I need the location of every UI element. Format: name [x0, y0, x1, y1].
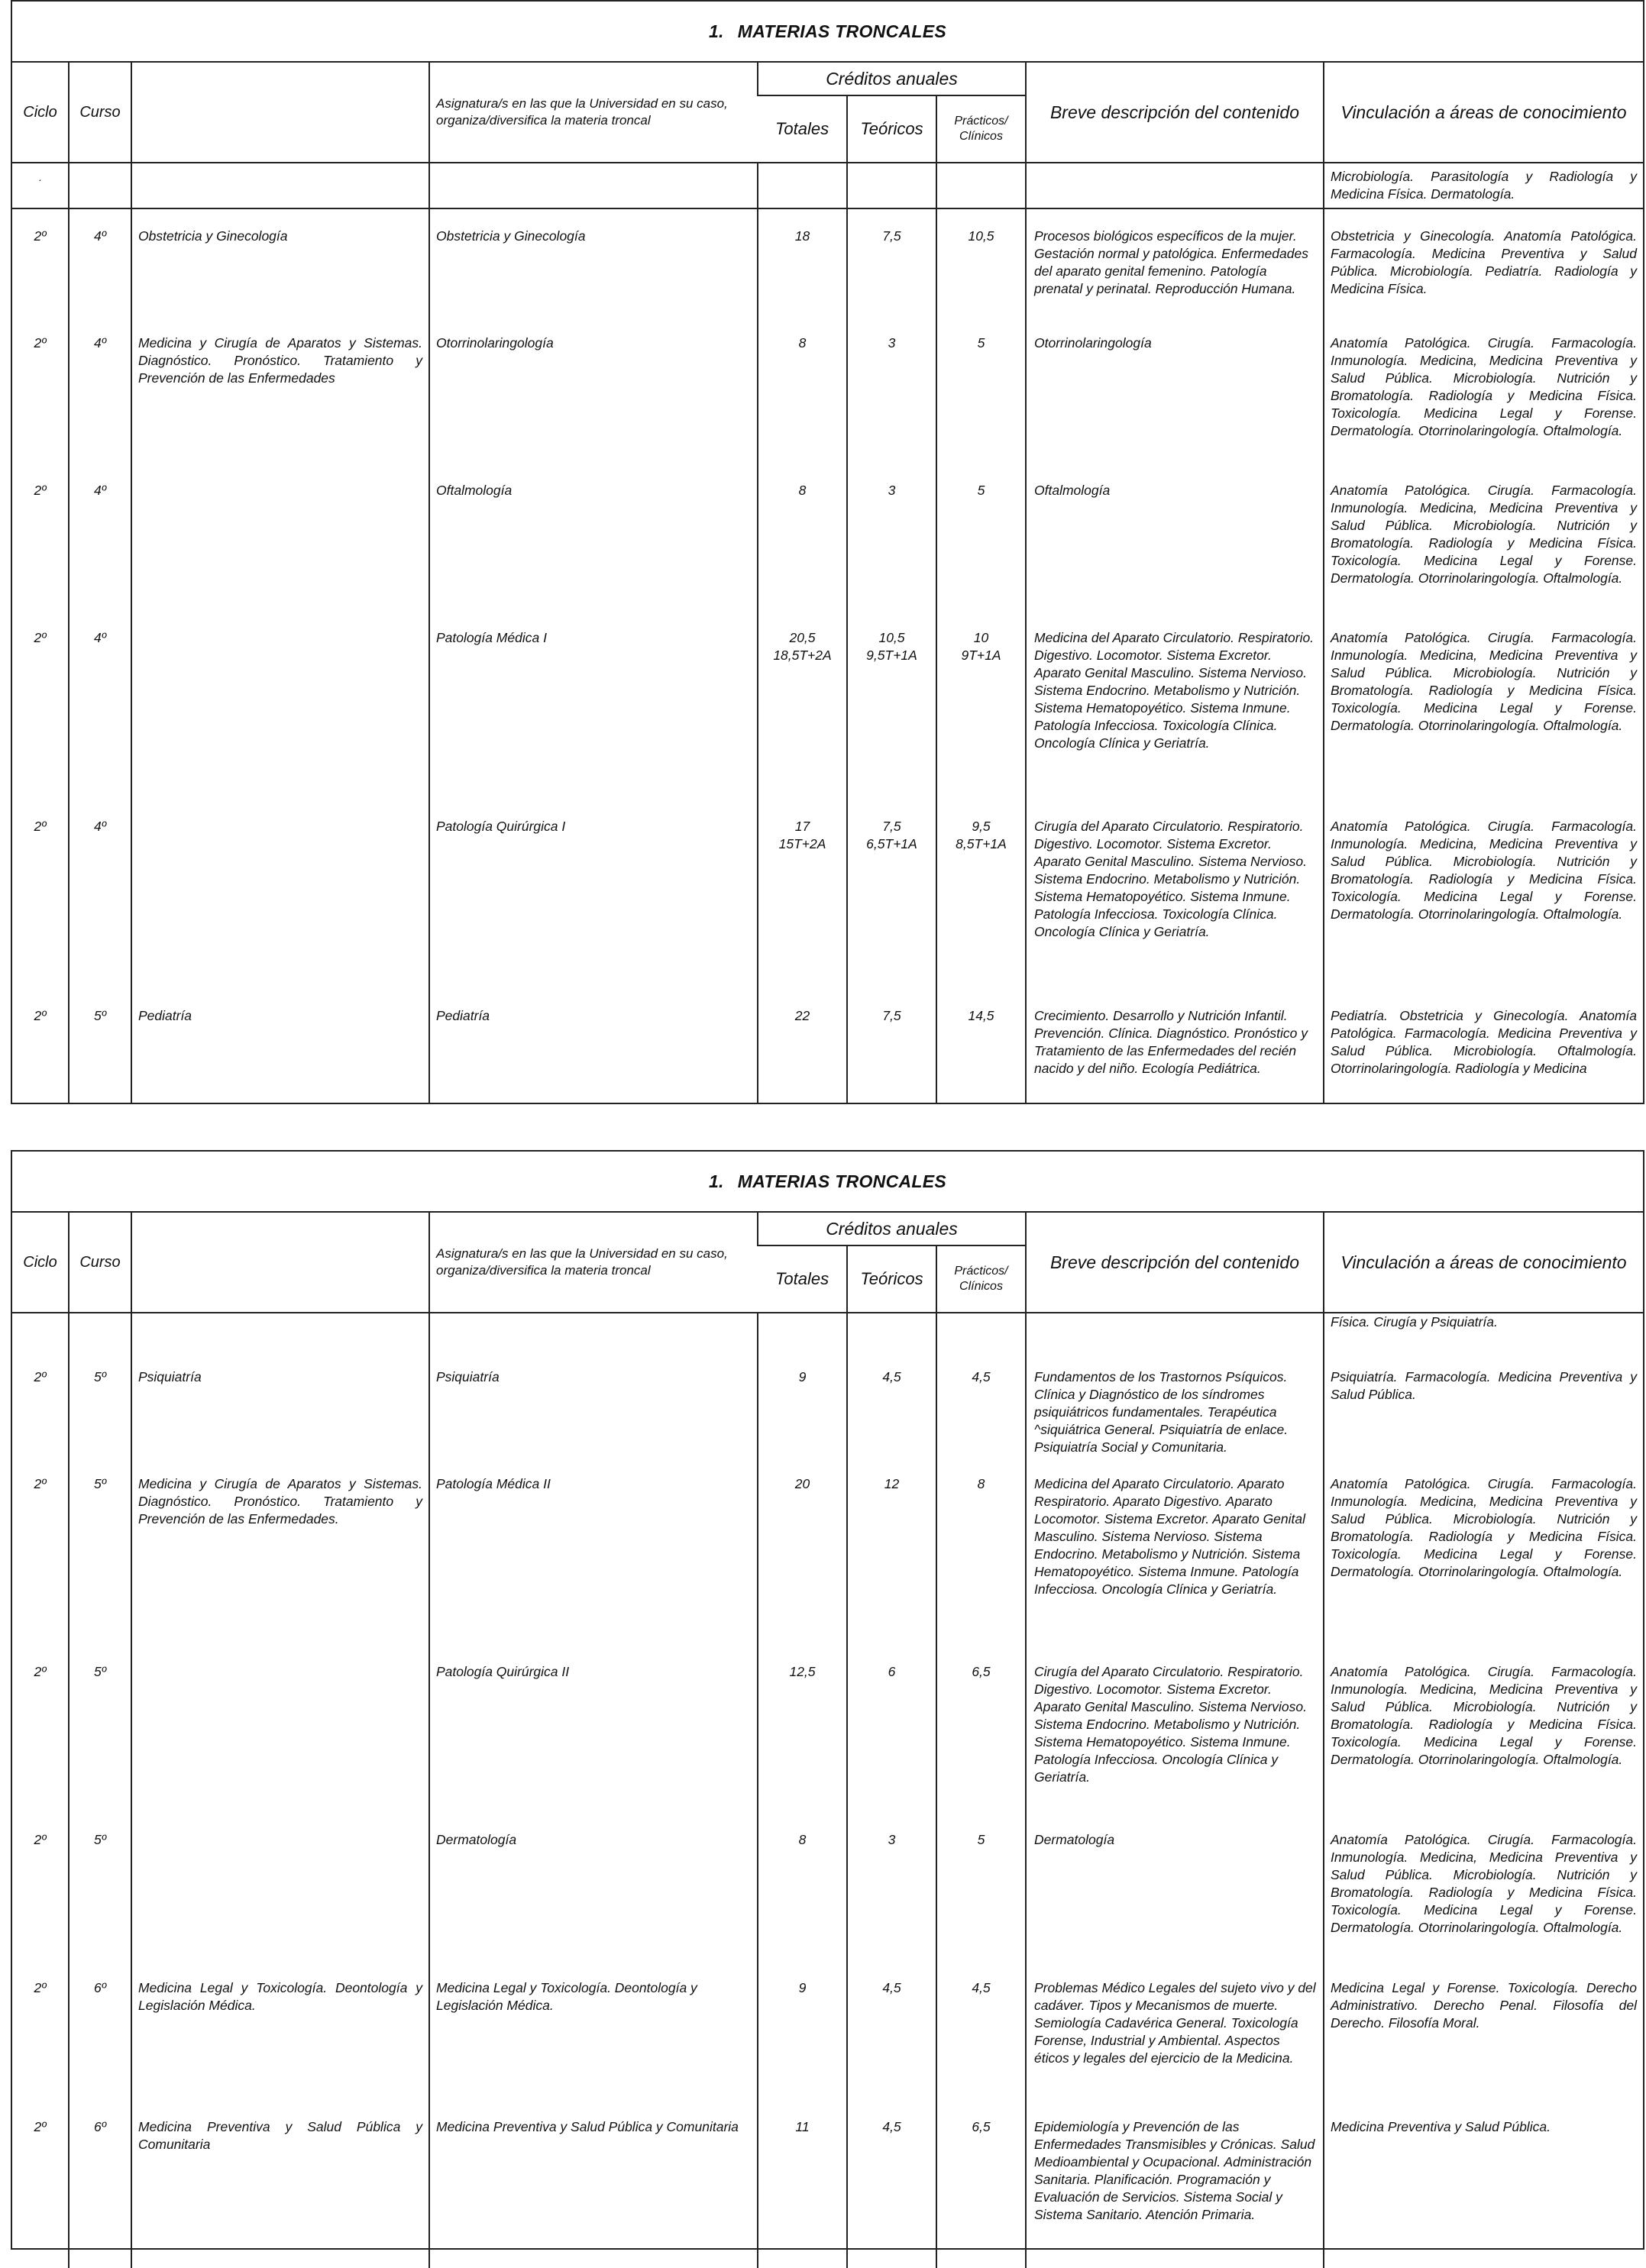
table-row: 2º 4º Medicina y Cirugía de Aparatos y Sistemas. Diagnóstico. Pronóstico. Tratamiento y Prevención de las Enfermedades Otorrinolaringología 8 3 5 Otorrinolaringología Anatomía Patológica. Cirugía. Farmacología. Inmunología. Medicina, Medicina Preventiva y Salud Pública. Microbiología. Nutrición y Bromatología. Radiología y Medicina Física. Toxicología. Medicina Legal y Forense. Dermatología. Otorrinolaringología. Oftalmología.	[12, 330, 1643, 477]
header-ciclo: Ciclo	[12, 63, 69, 163]
page-2	[11, 1150, 1644, 2250]
table-row: 2º 5º Psiquiatría Psiquiatría 9 4,5 4,5 Fundamentos de los Trastornos Psíquicos. Clínica y Diagnóstico de los síndromes psiquiátricos fundamentales. Terapéutica ^siquiátrica General. Psiquiatría de enlace. Psiquiatría Social y Comunitaria. Psiquiatría. Farmacología. Medicina Preventiva y Salud Pública.	[12, 1338, 1643, 1471]
materias-table	[12, 1213, 1643, 2268]
header-descripcion: Breve descripción del contenido	[1026, 63, 1324, 163]
table-row: 2º 4º Oftalmología 8 3 5 Oftalmología Anatomía Patológica. Cirugía. Farmacología. Inmunología. Medicina, Medicina Preventiva y Salud Pública. Microbiología. Nutrición y Bromatología. Radiología y Medicina Física. Toxicología. Medicina Legal y Forense. Dermatología. Otorrinolaringología. Oftalmología.	[12, 477, 1643, 625]
header-teoricos: Teóricos	[847, 1245, 936, 1313]
header-curso: Curso	[69, 63, 131, 163]
table-row: 2º 5º Dermatología 8 3 5 Dermatología Anatomía Patológica. Cirugía. Farmacología. Inmunología. Medicina, Medicina Preventiva y Salud Pública. Microbiología. Nutrición y Bromatología. Radiología y Medicina Física. Toxicología. Medicina Legal y Forense. Dermatología. Otorrinolaringología. Oftalmología.	[12, 1827, 1643, 1975]
materias-table	[12, 63, 1643, 1103]
header-ciclo: Ciclo	[12, 1213, 69, 1313]
section-title	[12, 1152, 1643, 1213]
section-number: 1.	[708, 21, 724, 41]
header-practicos: Prácticos/ Clínicos	[936, 95, 1026, 163]
table-row: 2º 4º Patología Quirúrgica I 17 15T+2A 7,5 6,5T+1A 9,5 8,5T+1A Cirugía del Aparato Circulatorio. Respiratorio. Digestivo. Locomotor. Sistema Excretor. Aparato Genital Masculino. Sistema Nervioso. Sistema Endocrino. Metabolismo y Nutrición. Sistema Hematopoyético. Sistema Inmune. Patología Infecciosa. Toxicología Clínica. Oncología Clínica y Geriatría. Anatomía Patológica. Cirugía. Farmacología. Inmunología. Medicina, Medicina Preventiva y Salud Pública. Microbiología. Nutrición y Bromatología. Radiología y Medicina Física. Toxicología. Medicina Legal y Forense. Dermatología. Otorrinolaringología. Oftalmología.	[12, 813, 1643, 1003]
table-row: 2º 4º Obstetricia y Ginecología Obstetricia y Ginecología 18 7,5 10,5 Procesos biológicos específicos de la mujer. Gestación normal y patológica. Enfermedades del aparato genital femenino. Patología prenatal y perinatal. Reproducción Humana. Obstetricia y Ginecología. Anatomía Patológica. Farmacología. Medicina Preventiva y Salud Pública. Microbiología. Pediatría. Radiología y Medicina Física.	[12, 223, 1643, 330]
section-title	[12, 2, 1643, 63]
table-row: 2º 6º Medicina Preventiva y Salud Pública y Comunitaria Medicina Preventiva y Salud Pública y Comunitaria 11 4,5 6,5 Epidemiología y Prevención de las Enfermedades Transmisibles y Crónicas. Salud Medioambiental y Ocupacional. Administración Sanitaria. Planificación. Programación y Evaluación de Servicios. Sistema Social y Sistema Sanitario. Atención Primaria. Medicina Preventiva y Salud Pública.	[12, 2114, 1643, 2268]
table-row: 2º 6º Medicina Legal y Toxicología. Deontología y Legislación Médica. Medicina Legal y Toxicología. Deontología y Legislación Médica. 9 4,5 4,5 Problemas Médico Legales del sujeto vivo y del cadáver. Tipos y Mecanismos de muerte. Semiología Cadavérica General. Toxicología Forense, Industrial y Ambiental. Aspectos éticos y legales del ejercicio de la Medicina. Medicina Legal y Forense. Toxicología. Derecho Administrativo. Derecho Penal. Filosofía del Derecho. Filosofía Moral.	[12, 1975, 1643, 2114]
header-materia	[131, 63, 429, 163]
header-creditos: Créditos anuales	[758, 1213, 1026, 1245]
carry-vinculacion: Microbiología. Parasitología y Radiología y Medicina Física. Dermatología.	[1324, 163, 1643, 208]
header-materia	[131, 1213, 429, 1313]
section-number: 1.	[708, 1171, 724, 1191]
header-asignatura: Asignatura/s en las que la Universidad en su caso, organiza/diversifica la materia troncal	[429, 1213, 758, 1313]
header-teoricos: Teóricos	[847, 95, 936, 163]
section-heading: MATERIAS TRONCALES	[737, 1171, 947, 1191]
table-row: 2º 5º Medicina y Cirugía de Aparatos y Sistemas. Diagnóstico. Pronóstico. Tratamiento y Prevención de las Enfermedades. Patología Médica II 20 12 8 Medicina del Aparato Circulatorio. Aparato Respiratorio. Aparato Digestivo. Aparato Locomotor. Sistema Excretor. Aparato Genital Masculino. Sistema Nervioso. Sistema Endocrino. Metabolismo y Nutrición. Sistema Hematopoyético. Sistema Inmune. Patología Infecciosa. Oncología Clínica y Geriatría. Anatomía Patológica. Cirugía. Farmacología. Inmunología. Medicina, Medicina Preventiva y Salud Pública. Microbiología. Nutrición y Bromatología. Radiología y Medicina Física. Toxicología. Medicina Legal y Forense. Dermatología. Otorrinolaringología. Oftalmología.	[12, 1471, 1643, 1659]
page-1	[11, 0, 1644, 1104]
table-row: 2º 5º Patología Quirúrgica II 12,5 6 6,5 Cirugía del Aparato Circulatorio. Respiratorio. Digestivo. Locomotor. Sistema Excretor. Aparato Genital Masculino. Sistema Nervioso. Sistema Endocrino. Metabolismo y Nutrición. Sistema Hematopoyético. Sistema Inmune. Patología Infecciosa. Oncología Clínica y Geriatría. Anatomía Patológica. Cirugía. Farmacología. Inmunología. Medicina, Medicina Preventiva y Salud Pública. Microbiología. Nutrición y Bromatología. Radiología y Medicina Física. Toxicología. Medicina Legal y Forense. Dermatología. Otorrinolaringología. Oftalmología.	[12, 1659, 1643, 1827]
carry-vinculacion: Física. Cirugía y Psiquiatría.	[1324, 1313, 1643, 1338]
header-asignatura: Asignatura/s en las que la Universidad en su caso, organiza/diversifica la materia troncal	[429, 63, 758, 163]
header-vinculacion: Vinculación a áreas de conocimiento	[1324, 63, 1643, 163]
header-practicos: Prácticos/ Clínicos	[936, 1245, 1026, 1313]
header-curso: Curso	[69, 1213, 131, 1313]
header-vinculacion: Vinculación a áreas de conocimiento	[1324, 1213, 1643, 1313]
table-row: 2º 5º Pediatría Pediatría 22 7,5 14,5 Crecimiento. Desarrollo y Nutrición Infantil. Prevención. Clínica. Diagnóstico. Pronóstico y Tratamiento de las Enfermedades del recién nacido y del niño. Ecología Pediátrica. Pediatría. Obstetricia y Ginecología. Anatomía Patológica. Farmacología. Medicina Preventiva y Salud Pública. Microbiología. Oftalmología. Otorrinolaringología. Radiología y Medicina	[12, 1003, 1643, 1103]
table-row: 2º 4º Patología Médica I 20,5 18,5T+2A 10,5 9,5T+1A 10 9T+1A Medicina del Aparato Circulatorio. Respiratorio. Digestivo. Locomotor. Sistema Excretor. Aparato Genital Masculino. Sistema Nervioso. Sistema Endocrino. Metabolismo y Nutrición. Sistema Hematopoyético. Sistema Inmune. Patología Infecciosa. Toxicología Clínica. Oncología Clínica y Geriatría. Anatomía Patológica. Cirugía. Farmacología. Inmunología. Medicina, Medicina Preventiva y Salud Pública. Microbiología. Nutrición y Bromatología. Radiología y Medicina Física. Toxicología. Medicina Legal y Forense. Dermatología. Otorrinolaringología. Oftalmología.	[12, 625, 1643, 813]
carry-row: · Microbiología. Parasitología y Radiología y Medicina Física. Dermatología.	[12, 163, 1643, 208]
header-creditos: Créditos anuales	[758, 63, 1026, 95]
header-descripcion: Breve descripción del contenido	[1026, 1213, 1324, 1313]
section-heading: MATERIAS TRONCALES	[737, 21, 947, 41]
header-totales: Totales	[758, 95, 847, 163]
header-totales: Totales	[758, 1245, 847, 1313]
carry-row	[12, 1313, 1643, 1338]
